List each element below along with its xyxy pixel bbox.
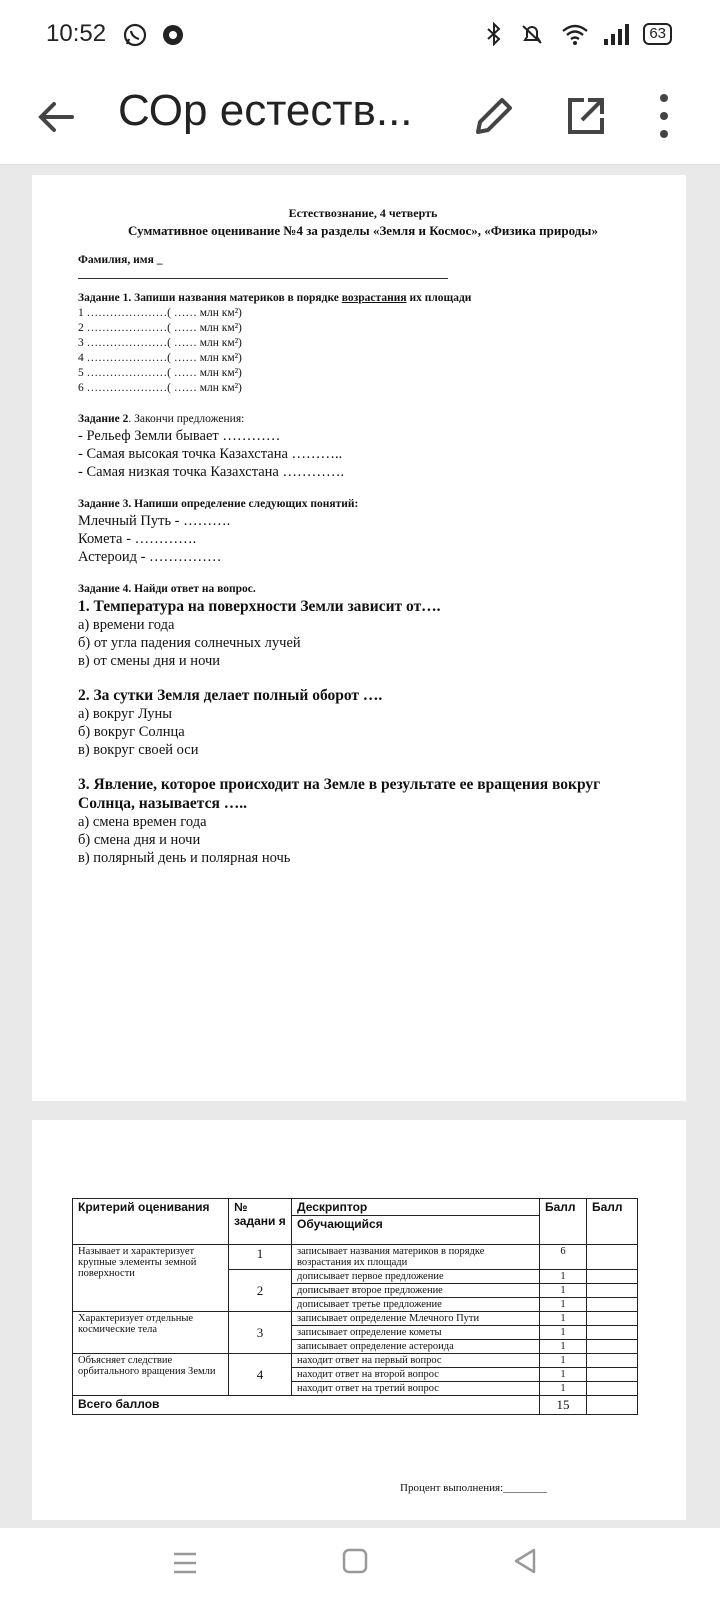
task2-title: Задание 2. Закончи предложения: (78, 413, 245, 425)
task3-title: Задание 3. Напиши определение следующих понятий: (78, 498, 359, 510)
table-row: находит ответ на третий вопрос 1 (73, 1382, 638, 1396)
list-item: - Самая низкая точка Казахстана …………. (78, 464, 345, 480)
percent-label: Процент выполнения:________ (400, 1482, 548, 1494)
table-row: Называет и характеризует крупные элементы земной поверхности 1 записывает названия материков в порядке возрастания их площади 6 (73, 1245, 638, 1270)
status-bar (0, 0, 720, 70)
list-item: 1 …………………( …… млн км²) (78, 307, 242, 319)
task2-lines (78, 427, 648, 481)
battery-indicator: 63 (643, 23, 672, 45)
col-header-task-number: № задани я (229, 1199, 292, 1245)
table-row: Характеризует отдельные космические тела 3 записывает определение Млечного Пути 1 (73, 1312, 638, 1326)
table-row: записывает определение астероида 1 (73, 1340, 638, 1354)
mute-icon (517, 22, 547, 46)
list-item: Астероид - …………… (78, 549, 222, 565)
navigation-bar (0, 1528, 720, 1600)
question-1: 1. Температура на поверхности Земли зависит от…. (78, 598, 441, 615)
bluetooth-icon (485, 22, 503, 46)
back-nav-icon[interactable] (510, 1546, 540, 1576)
name-underline (78, 268, 448, 279)
table-row-total: Всего баллов 15 (73, 1396, 638, 1415)
table-row: дописывает третье предложение 1 (73, 1298, 638, 1312)
app-bar (0, 70, 720, 165)
list-item: 4 …………………( …… млн км²) (78, 352, 242, 364)
criteria-table (72, 1198, 638, 1415)
table-row: Объясняет следствие орбитального вращения Земли 4 находит ответ на первый вопрос 1 (73, 1354, 638, 1368)
list-item: 5 …………………( …… млн км²) (78, 367, 242, 379)
col-subheader-student: Обучающийся (292, 1216, 540, 1245)
table-row: записывает определение кометы 1 (73, 1326, 638, 1340)
document-page-1 (32, 175, 686, 1101)
signal-icon (603, 23, 629, 45)
doc-subject: Естествознание, 4 четверть (288, 206, 438, 220)
list-item: а) времени года (78, 617, 175, 633)
list-item: в) вокруг своей оси (78, 742, 199, 758)
list-item: 3 …………………( …… млн км²) (78, 337, 242, 349)
list-item: а) смена времен года (78, 814, 207, 830)
list-item: 6 …………………( …… млн км²) (78, 382, 242, 394)
document-title: СОр естеств... (118, 86, 413, 135)
col-header-descriptor: Дескриптор (292, 1199, 540, 1216)
wifi-icon (561, 22, 589, 46)
task3-lines (78, 512, 648, 566)
table-row: 2 дописывает первое предложение 1 (73, 1270, 638, 1284)
chrome-icon (160, 22, 186, 48)
col-header-criterion: Критерий оценивания (73, 1199, 229, 1245)
list-item: - Рельеф Земли бывает ………… (78, 428, 281, 444)
open-external-icon[interactable] (560, 90, 612, 142)
table-row: находит ответ на второй вопрос 1 (73, 1368, 638, 1382)
clock: 10:52 (46, 20, 107, 47)
whatsapp-icon (122, 22, 148, 48)
task4-title: Задание 4. Найди ответ на вопрос. (78, 583, 256, 595)
col-header-score-2: Балл (587, 1199, 638, 1245)
back-arrow-icon[interactable] (32, 92, 82, 142)
list-item: б) вокруг Солнца (78, 724, 185, 740)
list-item: б) от угла падения солнечных лучей (78, 635, 301, 651)
edit-pencil-icon[interactable] (468, 90, 520, 142)
question-2: 2. За сутки Земля делает полный оборот …. (78, 687, 383, 704)
list-item: б) смена дня и ночи (78, 832, 201, 848)
more-options-icon[interactable] (650, 90, 678, 142)
table-row: дописывает второе предложение 1 (73, 1284, 638, 1298)
task1-rows (78, 306, 648, 396)
list-item: Комета - …………. (78, 531, 197, 547)
col-header-score: Балл (540, 1199, 587, 1245)
list-item: Млечный Путь - ………. (78, 513, 231, 529)
name-label: Фамилия, имя _ (78, 254, 163, 266)
list-item: а) вокруг Луны (78, 706, 173, 722)
list-item: в) от смены дня и ночи (78, 653, 220, 669)
list-item: 2 …………………( …… млн км²) (78, 322, 242, 334)
task1-title: Задание 1. Запиши названия материков в порядке возрастания их площади (78, 292, 472, 304)
list-item: в) полярный день и полярная ночь (78, 850, 291, 866)
question-3: 3. Явление, которое происходит на Земле в результате ее вращения вокруг Солнца, называется ….. (78, 776, 601, 812)
document-page-2 (32, 1120, 686, 1520)
recent-apps-icon[interactable] (170, 1548, 200, 1578)
list-item: - Самая высокая точка Казахстана ……….. (78, 446, 343, 462)
doc-heading: Суммативное оценивание №4 за разделы «Земля и Космос», «Физика природы» (128, 223, 598, 238)
home-icon[interactable] (340, 1546, 370, 1576)
